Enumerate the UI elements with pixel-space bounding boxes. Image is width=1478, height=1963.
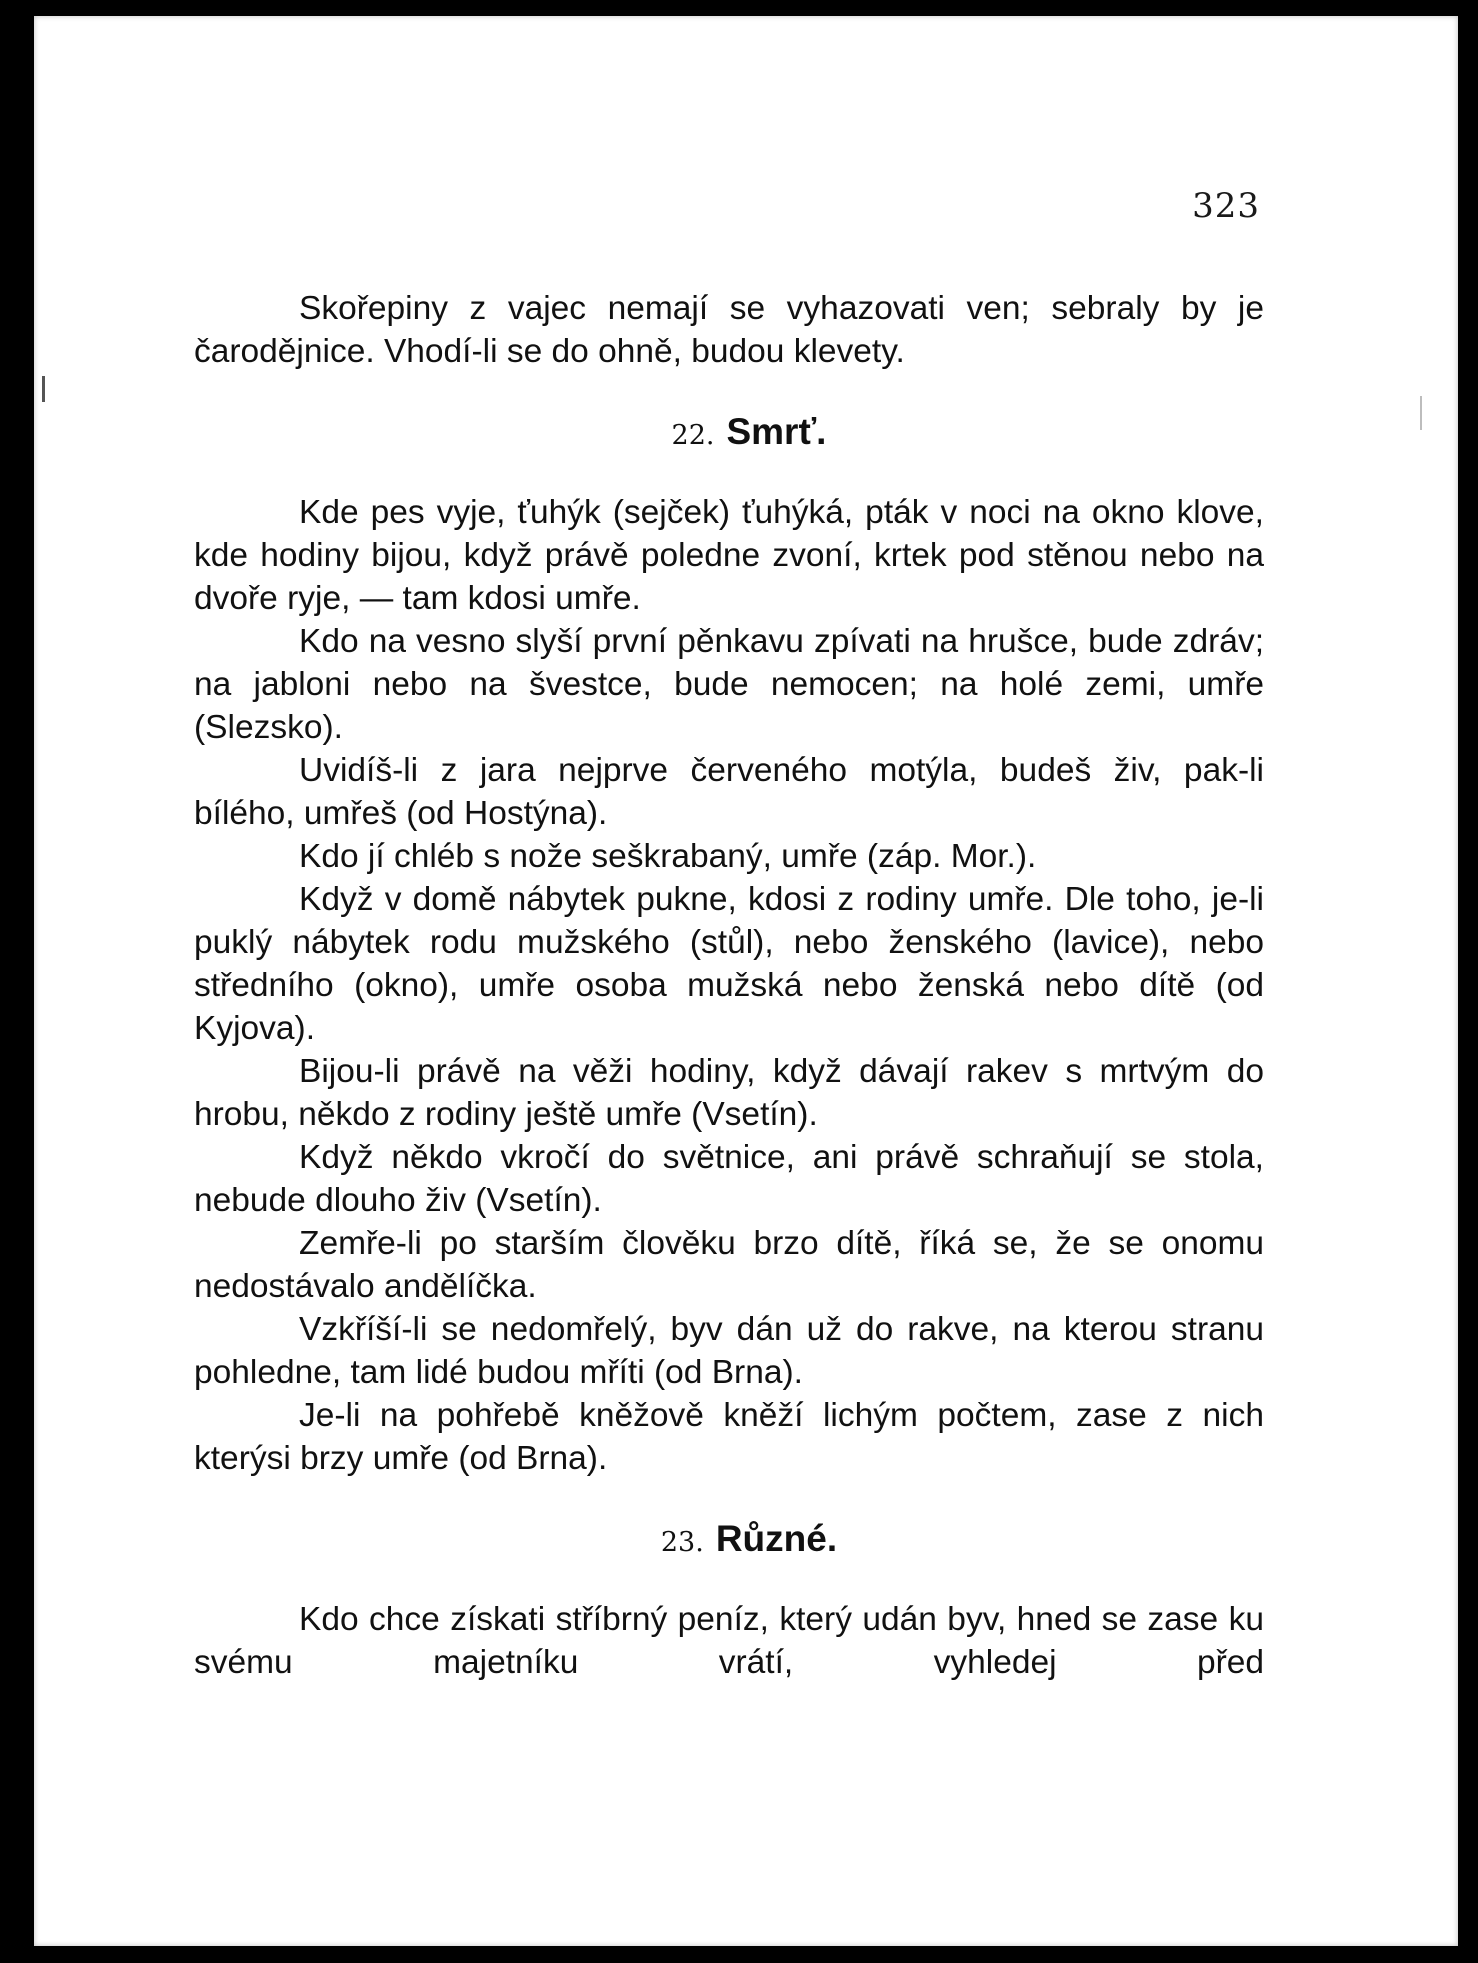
paragraph: Zemře-li po starším člověku brzo dítě, říká se, že se onomu nedostávalo andělíčka.	[194, 1225, 1264, 1305]
paragraph: Uvidíš-li z jara nejprve červeného motýla, budeš živ, pak-li bílého, umřeš (od Hostýna).	[194, 752, 1264, 832]
page-body	[194, 287, 1264, 1684]
paragraph: Kdo chce získati stříbrný peníz, který udán byv, hned se zase ku svému majetníku vrátí, vyhledej před	[194, 1601, 1264, 1681]
paragraph: Je-li na pohřebě kněžově kněží lichým počtem, zase z nich kterýsi brzy umře (od Brna).	[194, 1397, 1264, 1477]
intro-paragraph: Skořepiny z vajec nemají se vyhazovati ven; sebraly by je čarodějnice. Vhodí-li se do ohně, budou klevety.	[194, 290, 1264, 370]
book-page	[34, 16, 1458, 1946]
scan-edge-mark	[42, 376, 45, 402]
section-title: Různé.	[715, 1518, 838, 1559]
scan-edge-mark	[1420, 396, 1422, 430]
paragraph: Bijou-li právě na věži hodiny, když dávají rakev s mrtvým do hrobu, někdo z rodiny ještě umře (Vsetín).	[194, 1053, 1264, 1133]
paragraph: Když v domě nábytek pukne, kdosi z rodiny umře. Dle toho, je-li puklý nábytek rodu mužského (stůl), nebo ženského (lavice), nebo středního (okno), umře osoba mužská nebo ženská nebo dítě (od Kyjova).	[194, 881, 1264, 1047]
section-heading-ruzne	[194, 1514, 1264, 1568]
paragraph: Kdo jí chléb s nože seškrabaný, umře (záp. Mor.).	[299, 838, 1037, 875]
section-heading-smrt	[194, 407, 1264, 461]
paragraph: Když někdo vkročí do světnice, ani právě schraňují se stola, nebude dlouho živ (Vsetín).	[194, 1139, 1264, 1219]
paragraph: Kde pes vyje, ťuhýk (sejček) ťuhýká, pták v noci na okno klove, kde hodiny bijou, když právě poledne zvoní, krtek pod stěnou nebo na dvoře ryje, — tam kdosi umře.	[194, 494, 1264, 617]
section-number: 22.	[671, 420, 715, 451]
section-title: Smrť.	[726, 411, 827, 452]
section-number: 23.	[660, 1527, 704, 1558]
paragraph: Vzkříší-li se nedomřelý, byv dán už do rakve, na kterou stranu pohledne, tam lidé budou mříti (od Brna).	[194, 1311, 1264, 1391]
paragraph: Kdo na vesno slyší první pěnkavu zpívati na hrušce, bude zdráv; na jabloni nebo na švestce, bude nemocen; na holé zemi, umře (Slezsko).	[194, 623, 1264, 746]
page-number: 323	[1192, 186, 1260, 226]
